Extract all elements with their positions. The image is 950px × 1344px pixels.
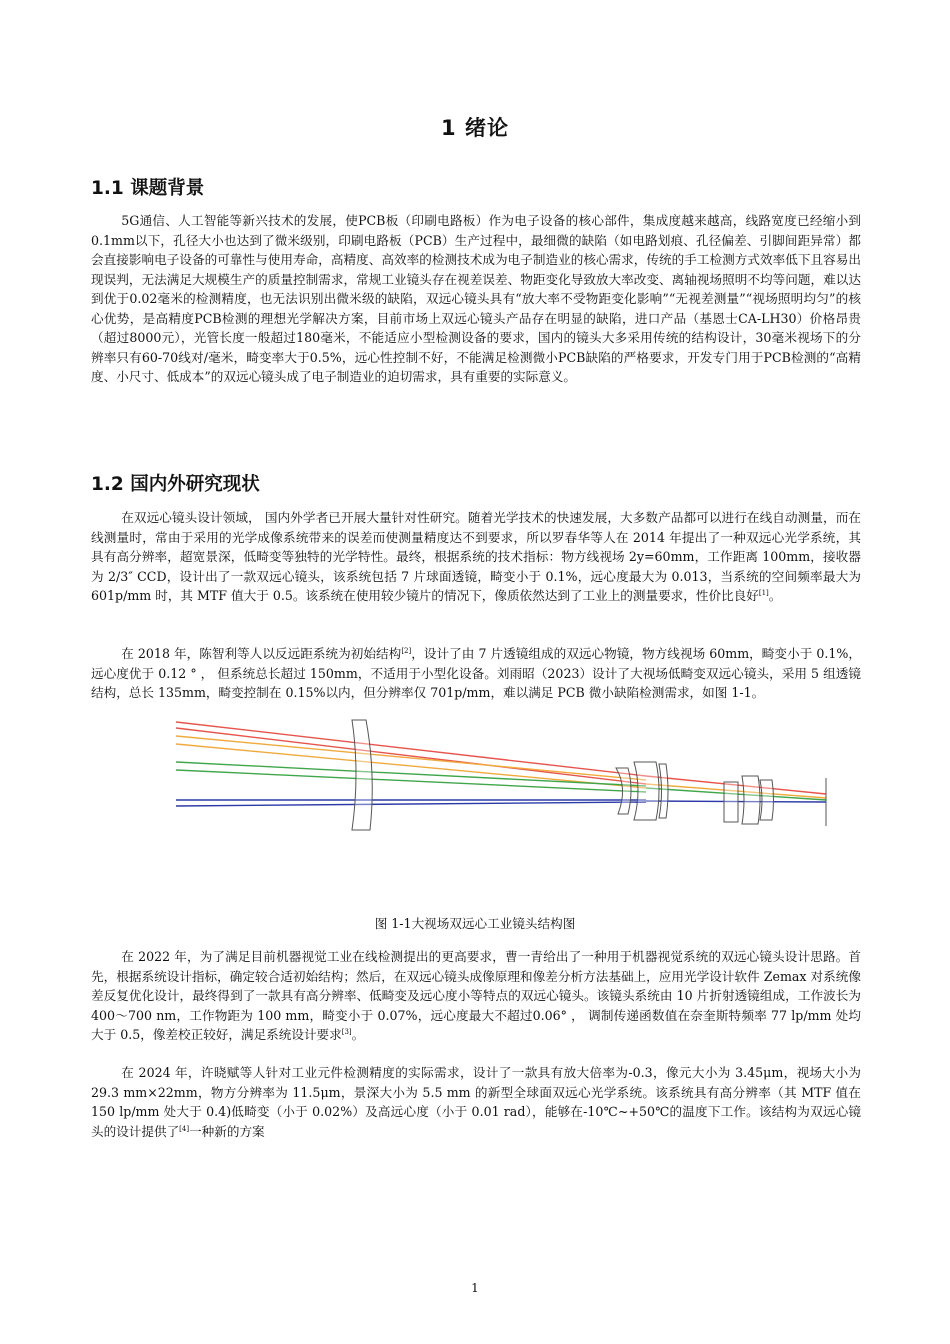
paragraph-text: 在 2024 年，许晓赋等人针对工业元件检测精度的实际需求，设计了一款具有放大倍率为-0.3，像元大小为 3.45μm，视场大小为 29.3 mm×22mm，物方分辨率为 11.5μm，景深大小为 5.5 mm 的新型全球面双远心光学系统。该系统具有高分辨率（其 MTF 值在 150 lp/mm 处大于 0.4)低畸变（小于 0.02%）及高远心度（小于 0.01 rad），能够在-10℃~+50℃的温度下工作。该结构为双远心镜头的设计提供了 [91,1065,861,1139]
citation-ref: [4] [179,1124,190,1133]
paragraph-text: 。 [351,1027,365,1042]
citation-ref: [3] [341,1027,352,1036]
section-title-background: 1.1 课题背景 [91,178,205,199]
paragraph-text: 在 2018 年，陈智利等人以反远距系统为初始结构 [121,646,402,661]
paragraph-text: 一种新的方案 [189,1123,265,1139]
figure-caption: 图 1-1大视场双远心工业镜头结构图 [374,916,576,931]
paragraph-text: ，设计了由 7 片透镜组成的双远心物镜，物方线视场 60mm，畸变小于 0.1%，远心度优于 0.12 ° ， 但系统总长超过 150mm，不适用于小型化设备。刘雨昭（2023）设计了大视场低畸变双远心镜头，采用 5 组透镜结构，总长 135mm，畸变控制在 0.15%以内，但分辨率仅 701p/mm，难以满足 PCB 微小缺陷检测需求，如图 1-1。 [91,646,861,700]
paragraph-research-2 [91,644,861,703]
section-title-research-status: 1.2 国内外研究现状 [91,474,260,495]
page-number: 1 [471,1281,479,1295]
paragraph-research-4 [91,1063,861,1141]
chapter-title: 1 绪论 [441,116,509,140]
paragraph-text: 在双远心镜头设计领域， 国内外学者已开展大量针对性研究。随着光学技术的快速发展，大多数产品都可以进行在线自动测量，而在线测量时，常由于采用的光学成像系统带来的误差而使测量精度达不到要求，所以罗春华等人在 2014 年提出了一种双远心光学系统，其具有高分辨率，超宽景深，低畸变等独特的光学特性。最终，根据系统的技术指标：物方线视场 2y=60mm，工作距离 100mm，接收器为 2/3″ CCD，设计出了一款双远心镜头，该系统包括 7 片球面透镜，畸变小于 0.1%，远心度最大为 0.013，当系统的空间频率最大为 601p/mm 时，其 MTF 值大于 0.5。该系统在使用较少镜片的情况下，像质依然达到了工业上的测量要求，性价比良好 [91,510,861,603]
paragraph-research-1 [91,508,861,606]
citation-ref: [1] [758,588,769,597]
paragraph-background [91,211,861,387]
paragraph-text: 5G通信、人工智能等新兴技术的发展，使PCB板（印刷电路板）作为电子设备的核心部件，集成度越来越高，线路宽度已经缩小到0.1mm以下，孔径大小也达到了微米级别，印刷电路板（PCB）生产过程中，最细微的缺陷（如电路划痕、孔径偏差、引脚间距异常）都会直接影响电子设备的可靠性与使用寿命，高精度、高效率的检测技术成为电子制造业的核心需求，传统的手工检测方式效率低下且容易出现误判，无法满足大规模生产的质量控制需求，常规工业镜头存在视差误差、物距变化导致放大率改变、离轴视场照明不均等问题，难以达到优于0.02毫米的检测精度，也无法识别出微米级的缺陷，双远心镜头具有“放大率不受物距变化影响”“无视差测量”“视场照明均匀”的核心优势，是高精度PCB检测的理想光学解决方案，目前市场上双远心镜头产品存在明显的缺陷，进口产品（基恩士CA-LH30）价格昂贵（超过8000元），光管长度一般超过180毫米，不能适应小型检测设备的要求，国内的镜头大多采用传统的结构设计，30毫米视场下的分辨率只有60-70线对/毫米，畸变率大于0.5%，远心性控制不好，不能满足检测微小PCB缺陷的严格要求，开发专门用于PCB检测的“高精度、小尺寸、低成本”的双远心镜头成了电子制造业的迫切需求，具有重要的实际意义。 [91,213,861,384]
paragraph-text: 在 2022 年，为了满足目前机器视觉工业在线检测提出的更高要求，曹一青给出了一种用于机器视觉系统的双远心镜头设计思路。首先，根据系统设计指标，确定较合适初始结构；然后，在双远心镜头成像原理和像差分析方法基础上，应用光学设计软件 Zemax 对系统像差反复优化设计，最终得到了一款具有高分辨率、低畸变及远心度小等特点的双远心镜头。该镜头系统由 10 片折射透镜组成，工作波长为400～700 nm，工作物距为 100 mm，畸变小于 0.07%，远心度最大不超过0.06° ， 调制传递函数值在奈奎斯特频率 77 lp/mm 处均大于 0.5，像差校正较好，满足系统设计要求 [91,949,861,1042]
lens-structure-figure [176,718,831,878]
paragraph-text: 。 [768,588,782,603]
citation-ref: [2] [401,646,412,655]
paragraph-research-3 [91,947,861,1045]
